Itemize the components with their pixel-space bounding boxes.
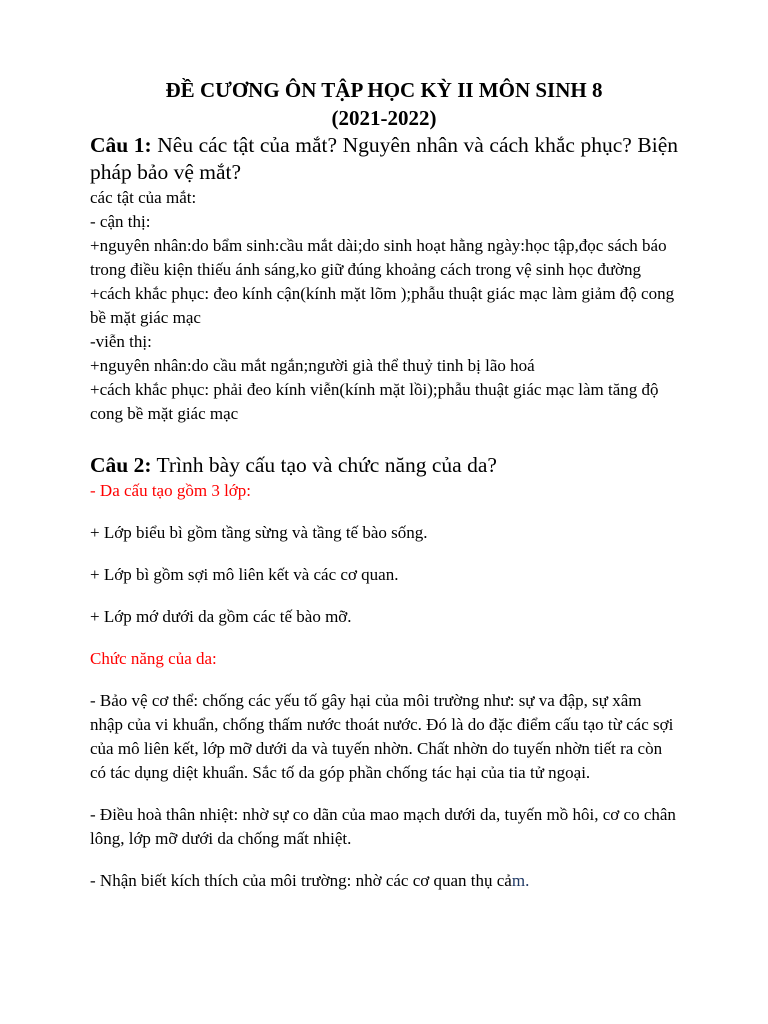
q1-line: +cách khắc phục: phải đeo kính viễn(kính mặt lồi);phẫu thuật giác mạc làm tăng độ cong bề mặt giác mạc <box>90 380 659 423</box>
skin-function-last-tail: m. <box>511 871 530 890</box>
document-title <box>90 76 678 132</box>
question-1-number: Câu 1: <box>90 133 152 157</box>
skin-layer-item: + Lớp biểu bì gồm tầng sừng và tầng tế bào sống. <box>90 523 428 542</box>
title-line-1: ĐỀ CƯƠNG ÔN TẬP HỌC KỲ II MÔN SINH 8 <box>165 78 603 102</box>
document-page <box>90 76 678 893</box>
skin-function-item: - Điều hoà thân nhiệt: nhờ sự co dãn của mao mạch dưới da, tuyến mồ hôi, cơ co chân lông, lớp mỡ dưới da chống mất nhiệt. <box>90 805 676 848</box>
question-1-text: Nêu các tật của mắt? Nguyên nhân và cách khắc phục? Biện pháp bảo vệ mắt? <box>90 133 678 184</box>
skin-structure-heading: - Da cấu tạo gồm 3 lớp: <box>90 481 252 500</box>
q1-line: -viễn thị: <box>90 332 152 351</box>
q1-line: các tật của mắt: <box>90 188 197 207</box>
question-2-heading <box>90 452 678 479</box>
skin-layer-item: + Lớp bì gồm sợi mô liên kết và các cơ quan. <box>90 565 399 584</box>
skin-function-item: - Bảo vệ cơ thể: chống các yếu tố gây hại của môi trường như: sự va đập, sự xâm nhập của vi khuẩn, chống thấm nước thoát nước. Đó là do đặc điểm cấu tạo từ các sợi của mô liên kết, lớp mỡ dưới da và tuyến nhờn. Chất nhờn do tuyến nhờn tiết ra còn có tác dụng diệt khuẩn. Sắc tố da góp phần chống tác hại của tia tử ngoại. <box>90 691 674 782</box>
q1-line: - cận thị: <box>90 212 151 231</box>
skin-function-heading: Chức năng của da: <box>90 649 217 668</box>
title-line-2: (2021-2022) <box>331 106 437 130</box>
question-2 <box>90 452 678 893</box>
skin-layer-item: + Lớp mớ dưới da gồm các tế bào mỡ. <box>90 607 352 626</box>
q1-line: +nguyên nhân:do bẩm sinh:cầu mắt dài;do sinh hoạt hằng ngày:học tập,đọc sách báo trong điều kiện thiếu ánh sáng,ko giữ đúng khoảng cách trong vệ sinh học đường <box>90 236 667 279</box>
question-2-number: Câu 2: <box>90 453 152 477</box>
question-1-heading <box>90 132 678 186</box>
q1-line: +nguyên nhân:do cầu mắt ngắn;người già thể thuỷ tinh bị lão hoá <box>90 356 535 375</box>
question-1 <box>90 132 678 426</box>
skin-function-last-main: - Nhận biết kích thích của môi trường: nhờ các cơ quan thụ cả <box>90 871 512 890</box>
question-2-text: Trình bày cấu tạo và chức năng của da? <box>151 453 497 477</box>
skin-function-item <box>90 869 678 893</box>
q1-line: +cách khắc phục: đeo kính cận(kính mặt lõm );phẫu thuật giác mạc làm giảm độ cong bề mặt giác mạc <box>90 284 675 327</box>
